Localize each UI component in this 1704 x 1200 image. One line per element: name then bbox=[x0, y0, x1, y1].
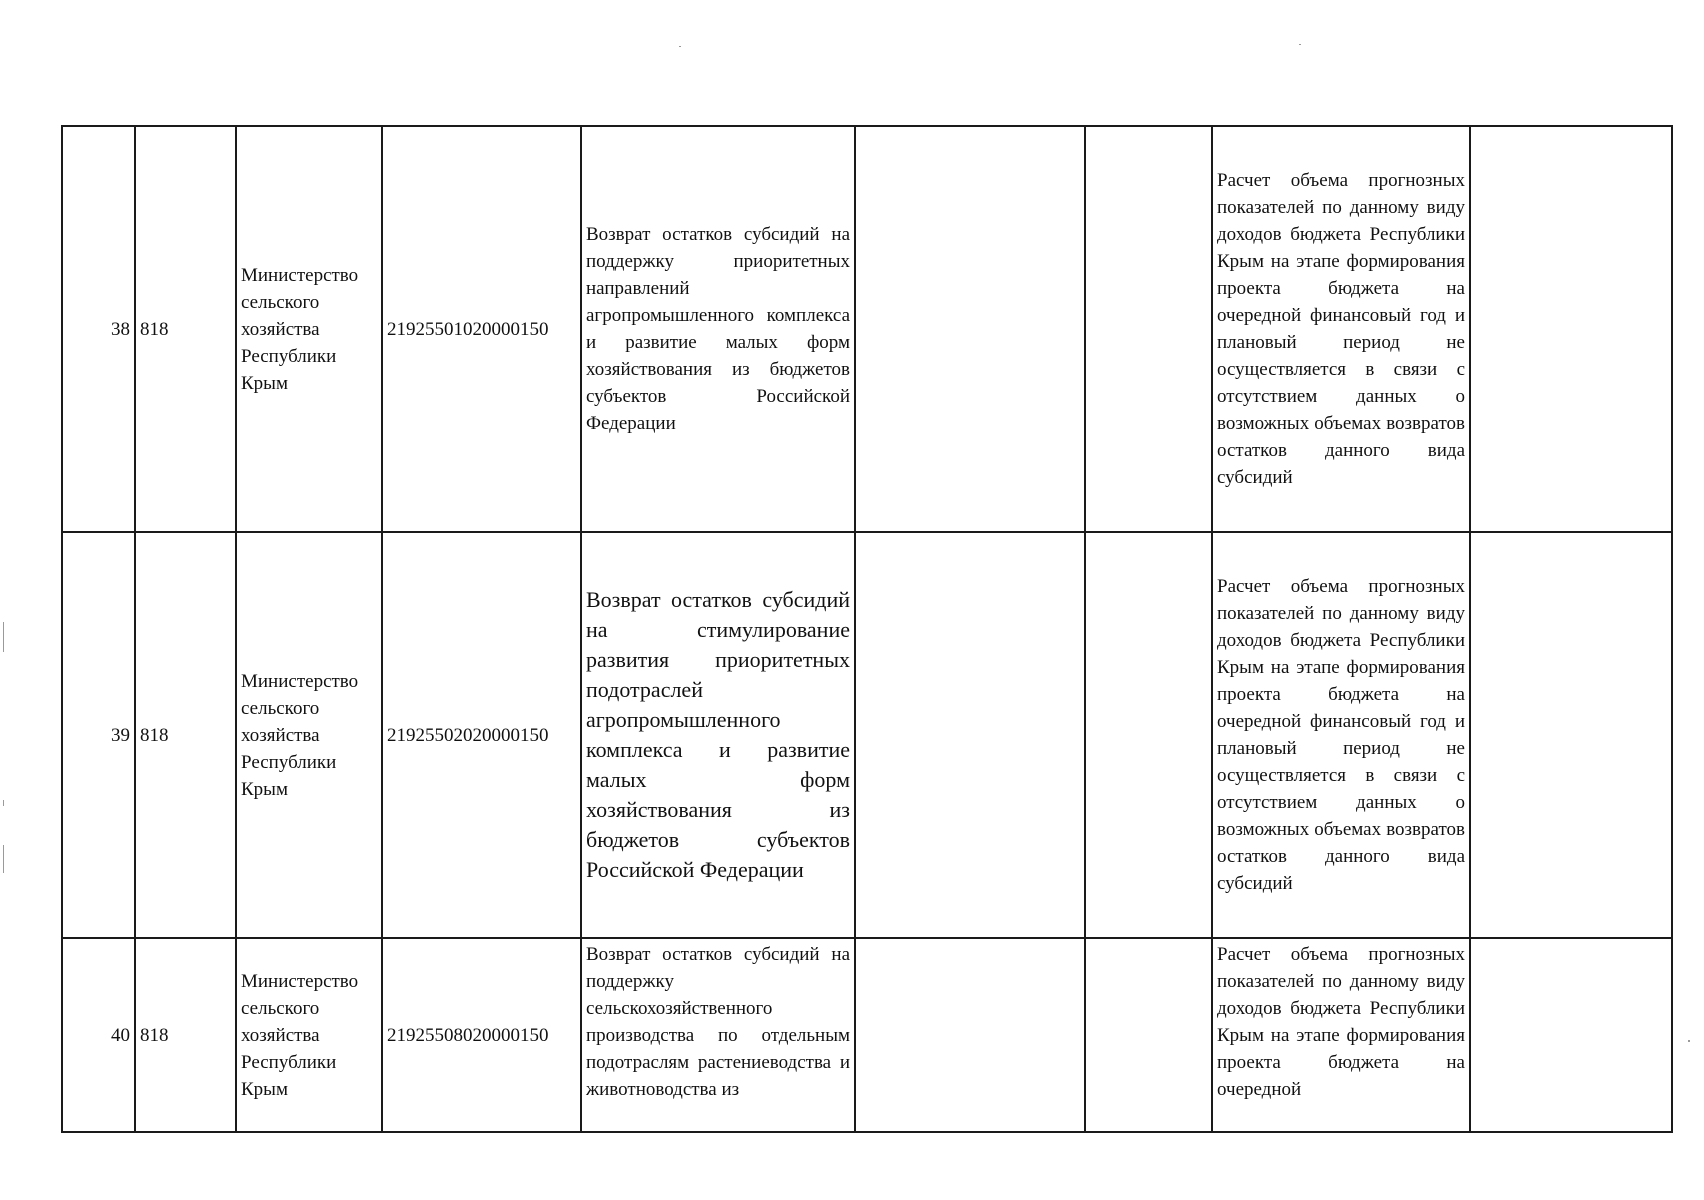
scan-speck bbox=[1688, 1040, 1690, 1042]
empty-cell bbox=[1085, 532, 1212, 938]
scan-speck bbox=[3, 622, 4, 652]
empty-cell bbox=[1470, 532, 1672, 938]
table-row bbox=[62, 532, 1672, 938]
admin-code: 818 bbox=[135, 126, 236, 532]
revenue-description: Возврат остатков субсидий на стимулирование развития приоритетных подотраслей агропромышленного комплекса и развитие малых форм хозяйствования из бюджетов субъектов Российской Федерации bbox=[581, 532, 855, 938]
admin-code: 818 bbox=[135, 532, 236, 938]
table-row bbox=[62, 126, 1672, 532]
ministry-name: Министерство сельского хозяйства Республики Крым bbox=[236, 938, 382, 1132]
scan-speck bbox=[679, 46, 681, 47]
revenue-forecast-table bbox=[61, 125, 1673, 1133]
calculation-note: Расчет объема прогнозных показателей по данному виду доходов бюджета Республики Крым на этапе формирования проекта бюджета на очередной финансовый год и плановый период не осуществляется в связи с отсутствием данных о возможных объемах возвратов остатков данного вида субсидий bbox=[1212, 532, 1470, 938]
scan-speck bbox=[1299, 44, 1301, 45]
row-number: 40 bbox=[62, 938, 135, 1132]
scan-speck bbox=[3, 845, 4, 873]
ministry-name: Министерство сельского хозяйства Республики Крым bbox=[236, 126, 382, 532]
empty-cell bbox=[1085, 938, 1212, 1132]
empty-cell bbox=[855, 938, 1085, 1132]
empty-cell bbox=[855, 126, 1085, 532]
scan-speck bbox=[3, 800, 4, 806]
ministry-name: Министерство сельского хозяйства Республики Крым bbox=[236, 532, 382, 938]
budget-classification-code: 21925508020000150 bbox=[382, 938, 581, 1132]
admin-code: 818 bbox=[135, 938, 236, 1132]
calculation-note: Расчет объема прогнозных показателей по данному виду доходов бюджета Республики Крым на этапе формирования проекта бюджета на очередной bbox=[1212, 938, 1470, 1132]
budget-classification-code: 21925502020000150 bbox=[382, 532, 581, 938]
empty-cell bbox=[1085, 126, 1212, 532]
revenue-description: Возврат остатков субсидий на поддержку сельскохозяйственного производства по отдельным подотраслям растениеводства и животноводства из bbox=[581, 938, 855, 1132]
empty-cell bbox=[1470, 938, 1672, 1132]
table-row bbox=[62, 938, 1672, 1132]
row-number: 39 bbox=[62, 532, 135, 938]
empty-cell bbox=[1470, 126, 1672, 532]
row-number: 38 bbox=[62, 126, 135, 532]
budget-classification-code: 21925501020000150 bbox=[382, 126, 581, 532]
revenue-description: Возврат остатков субсидий на поддержку приоритетных направлений агропромышленного комплекса и развитие малых форм хозяйствования из бюджетов субъектов Российской Федерации bbox=[581, 126, 855, 532]
empty-cell bbox=[855, 532, 1085, 938]
calculation-note: Расчет объема прогнозных показателей по данному виду доходов бюджета Республики Крым на этапе формирования проекта бюджета на очередной финансовый год и плановый период не осуществляется в связи с отсутствием данных о возможных объемах возвратов остатков данного вида субсидий bbox=[1212, 126, 1470, 532]
